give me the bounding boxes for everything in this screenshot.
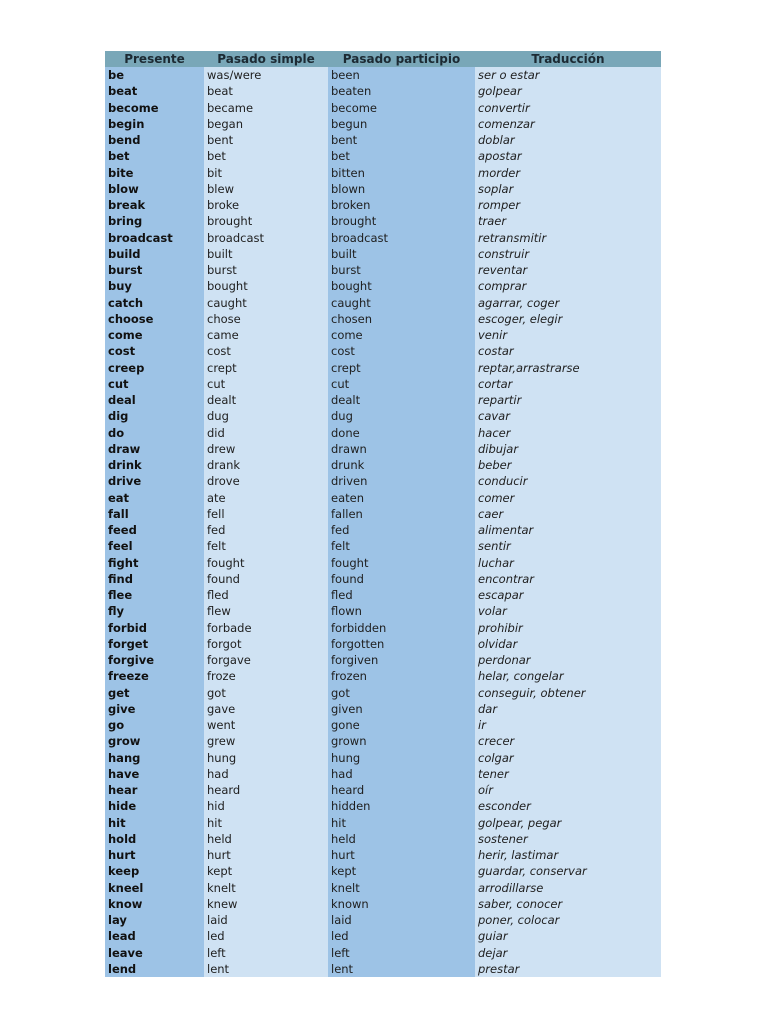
cell-presente: forgive: [105, 652, 204, 668]
table-row: [105, 506, 661, 522]
cell-traduccion: comprar: [475, 278, 661, 294]
cell-presente: keep: [105, 863, 204, 879]
cell-presente: hang: [105, 750, 204, 766]
table-row: [105, 555, 661, 571]
table-row: [105, 473, 661, 489]
table-row: [105, 425, 661, 441]
cell-traduccion: perdonar: [475, 652, 661, 668]
cell-pasado-simple: bit: [204, 165, 328, 181]
cell-pasado-simple: built: [204, 246, 328, 262]
cell-presente: freeze: [105, 668, 204, 684]
cell-traduccion: alimentar: [475, 522, 661, 538]
cell-presente: hide: [105, 798, 204, 814]
cell-traduccion: cavar: [475, 408, 661, 424]
cell-pasado-participio: caught: [328, 295, 475, 311]
cell-traduccion: poner, colocar: [475, 912, 661, 928]
table-row: [105, 945, 661, 961]
cell-pasado-participio: drawn: [328, 441, 475, 457]
table-row: [105, 311, 661, 327]
cell-pasado-participio: chosen: [328, 311, 475, 327]
cell-traduccion: retransmitir: [475, 230, 661, 246]
cell-presente: break: [105, 197, 204, 213]
cell-pasado-simple: became: [204, 100, 328, 116]
cell-pasado-simple: blew: [204, 181, 328, 197]
table-row: [105, 165, 661, 181]
cell-traduccion: guardar, conservar: [475, 863, 661, 879]
table-row: [105, 798, 661, 814]
table-row: [105, 896, 661, 912]
cell-presente: leave: [105, 945, 204, 961]
cell-traduccion: crecer: [475, 733, 661, 749]
cell-pasado-participio: done: [328, 425, 475, 441]
table-row: [105, 343, 661, 359]
cell-traduccion: costar: [475, 343, 661, 359]
cell-presente: broadcast: [105, 230, 204, 246]
cell-presente: kneel: [105, 880, 204, 896]
table-row: [105, 571, 661, 587]
cell-pasado-participio: forbidden: [328, 620, 475, 636]
cell-pasado-simple: drew: [204, 441, 328, 457]
table-row: [105, 278, 661, 294]
cell-traduccion: escoger, elegir: [475, 311, 661, 327]
cell-pasado-participio: fought: [328, 555, 475, 571]
cell-presente: build: [105, 246, 204, 262]
cell-pasado-simple: crept: [204, 360, 328, 376]
cell-pasado-simple: fled: [204, 587, 328, 603]
cell-pasado-participio: eaten: [328, 490, 475, 506]
cell-pasado-simple: found: [204, 571, 328, 587]
cell-presente: blow: [105, 181, 204, 197]
cell-traduccion: escapar: [475, 587, 661, 603]
cell-presente: hit: [105, 815, 204, 831]
cell-presente: bet: [105, 148, 204, 164]
table-row: [105, 750, 661, 766]
cell-pasado-simple: hid: [204, 798, 328, 814]
cell-pasado-participio: burst: [328, 262, 475, 278]
cell-pasado-simple: bent: [204, 132, 328, 148]
header-pasado-simple: Pasado simple: [204, 51, 328, 67]
cell-traduccion: guiar: [475, 928, 661, 944]
cell-pasado-simple: had: [204, 766, 328, 782]
cell-pasado-participio: forgotten: [328, 636, 475, 652]
cell-pasado-simple: dug: [204, 408, 328, 424]
cell-presente: feed: [105, 522, 204, 538]
cell-traduccion: ir: [475, 717, 661, 733]
table-row: [105, 538, 661, 554]
table-row: [105, 912, 661, 928]
table-row: [105, 782, 661, 798]
cell-pasado-simple: ate: [204, 490, 328, 506]
cell-traduccion: golpear, pegar: [475, 815, 661, 831]
cell-presente: begin: [105, 116, 204, 132]
cell-pasado-simple: fought: [204, 555, 328, 571]
cell-traduccion: hacer: [475, 425, 661, 441]
cell-pasado-participio: grown: [328, 733, 475, 749]
table-row: [105, 863, 661, 879]
cell-traduccion: dibujar: [475, 441, 661, 457]
cell-traduccion: repartir: [475, 392, 661, 408]
cell-presente: go: [105, 717, 204, 733]
cell-traduccion: apostar: [475, 148, 661, 164]
cell-traduccion: dejar: [475, 945, 661, 961]
table-row: [105, 132, 661, 148]
table-row: [105, 522, 661, 538]
cell-pasado-participio: led: [328, 928, 475, 944]
cell-pasado-simple: kept: [204, 863, 328, 879]
cell-pasado-participio: hidden: [328, 798, 475, 814]
cell-pasado-simple: cost: [204, 343, 328, 359]
header-presente: Presente: [105, 51, 204, 67]
cell-pasado-participio: heard: [328, 782, 475, 798]
cell-pasado-participio: broadcast: [328, 230, 475, 246]
cell-pasado-simple: froze: [204, 668, 328, 684]
cell-pasado-participio: dealt: [328, 392, 475, 408]
cell-presente: bend: [105, 132, 204, 148]
cell-pasado-simple: caught: [204, 295, 328, 311]
cell-pasado-participio: left: [328, 945, 475, 961]
cell-presente: come: [105, 327, 204, 343]
cell-pasado-simple: forgot: [204, 636, 328, 652]
cell-pasado-simple: broke: [204, 197, 328, 213]
cell-presente: creep: [105, 360, 204, 376]
cell-presente: drive: [105, 473, 204, 489]
cell-traduccion: colgar: [475, 750, 661, 766]
table-row: [105, 83, 661, 99]
cell-traduccion: saber, conocer: [475, 896, 661, 912]
cell-presente: be: [105, 67, 204, 83]
cell-pasado-participio: laid: [328, 912, 475, 928]
table-row: [105, 116, 661, 132]
table-row: [105, 636, 661, 652]
cell-pasado-simple: lent: [204, 961, 328, 977]
cell-pasado-participio: had: [328, 766, 475, 782]
cell-traduccion: morder: [475, 165, 661, 181]
table-row: [105, 392, 661, 408]
cell-traduccion: reptar,arrastrarse: [475, 360, 661, 376]
cell-traduccion: cortar: [475, 376, 661, 392]
table-row: [105, 327, 661, 343]
cell-traduccion: herir, lastimar: [475, 847, 661, 863]
table-row: [105, 961, 661, 977]
cell-pasado-simple: beat: [204, 83, 328, 99]
cell-pasado-simple: felt: [204, 538, 328, 554]
cell-presente: buy: [105, 278, 204, 294]
table-row: [105, 847, 661, 863]
header-traduccion: Traducción: [475, 51, 661, 67]
cell-traduccion: conducir: [475, 473, 661, 489]
cell-presente: choose: [105, 311, 204, 327]
cell-pasado-participio: hit: [328, 815, 475, 831]
cell-presente: catch: [105, 295, 204, 311]
table-row: [105, 67, 661, 83]
cell-pasado-simple: drank: [204, 457, 328, 473]
cell-pasado-participio: crept: [328, 360, 475, 376]
cell-traduccion: construir: [475, 246, 661, 262]
cell-pasado-simple: began: [204, 116, 328, 132]
cell-pasado-simple: dealt: [204, 392, 328, 408]
cell-pasado-participio: fed: [328, 522, 475, 538]
table-row: [105, 441, 661, 457]
cell-pasado-participio: cut: [328, 376, 475, 392]
cell-pasado-simple: grew: [204, 733, 328, 749]
cell-pasado-simple: drove: [204, 473, 328, 489]
cell-presente: grow: [105, 733, 204, 749]
cell-pasado-participio: gone: [328, 717, 475, 733]
cell-presente: fight: [105, 555, 204, 571]
cell-presente: hurt: [105, 847, 204, 863]
cell-pasado-simple: fell: [204, 506, 328, 522]
cell-presente: do: [105, 425, 204, 441]
cell-pasado-simple: bought: [204, 278, 328, 294]
cell-pasado-participio: bent: [328, 132, 475, 148]
cell-pasado-participio: dug: [328, 408, 475, 424]
cell-presente: fall: [105, 506, 204, 522]
cell-pasado-simple: laid: [204, 912, 328, 928]
irregular-verbs-table: [105, 51, 661, 977]
table-row: [105, 197, 661, 213]
cell-traduccion: romper: [475, 197, 661, 213]
table-row: [105, 733, 661, 749]
table-row: [105, 360, 661, 376]
cell-pasado-participio: bet: [328, 148, 475, 164]
cell-traduccion: convertir: [475, 100, 661, 116]
table-row: [105, 717, 661, 733]
cell-pasado-participio: blown: [328, 181, 475, 197]
cell-pasado-simple: was/were: [204, 67, 328, 83]
cell-pasado-participio: fled: [328, 587, 475, 603]
cell-presente: have: [105, 766, 204, 782]
cell-presente: draw: [105, 441, 204, 457]
cell-traduccion: golpear: [475, 83, 661, 99]
cell-presente: give: [105, 701, 204, 717]
cell-traduccion: conseguir, obtener: [475, 685, 661, 701]
cell-presente: lead: [105, 928, 204, 944]
cell-presente: become: [105, 100, 204, 116]
cell-pasado-simple: came: [204, 327, 328, 343]
cell-traduccion: ser o estar: [475, 67, 661, 83]
table-row: [105, 620, 661, 636]
cell-pasado-participio: become: [328, 100, 475, 116]
cell-pasado-participio: broken: [328, 197, 475, 213]
cell-traduccion: encontrar: [475, 571, 661, 587]
cell-pasado-participio: fallen: [328, 506, 475, 522]
cell-traduccion: caer: [475, 506, 661, 522]
cell-pasado-participio: hurt: [328, 847, 475, 863]
cell-traduccion: esconder: [475, 798, 661, 814]
cell-traduccion: helar, congelar: [475, 668, 661, 684]
table-row: [105, 376, 661, 392]
cell-pasado-simple: gave: [204, 701, 328, 717]
cell-presente: beat: [105, 83, 204, 99]
cell-presente: drink: [105, 457, 204, 473]
cell-traduccion: oír: [475, 782, 661, 798]
table-row: [105, 766, 661, 782]
cell-presente: flee: [105, 587, 204, 603]
cell-pasado-simple: did: [204, 425, 328, 441]
cell-pasado-simple: knelt: [204, 880, 328, 896]
cell-traduccion: comenzar: [475, 116, 661, 132]
table-row: [105, 295, 661, 311]
table-row: [105, 928, 661, 944]
cell-pasado-simple: burst: [204, 262, 328, 278]
cell-pasado-simple: knew: [204, 896, 328, 912]
table-row: [105, 181, 661, 197]
cell-pasado-participio: bitten: [328, 165, 475, 181]
table-body: [105, 67, 661, 977]
cell-presente: burst: [105, 262, 204, 278]
cell-pasado-simple: hit: [204, 815, 328, 831]
cell-pasado-simple: flew: [204, 603, 328, 619]
cell-presente: lend: [105, 961, 204, 977]
cell-presente: find: [105, 571, 204, 587]
cell-pasado-participio: built: [328, 246, 475, 262]
cell-pasado-simple: led: [204, 928, 328, 944]
cell-pasado-participio: frozen: [328, 668, 475, 684]
cell-pasado-simple: chose: [204, 311, 328, 327]
cell-presente: fly: [105, 603, 204, 619]
cell-pasado-simple: broadcast: [204, 230, 328, 246]
table-row: [105, 815, 661, 831]
cell-pasado-participio: given: [328, 701, 475, 717]
cell-pasado-participio: knelt: [328, 880, 475, 896]
cell-presente: bring: [105, 213, 204, 229]
cell-pasado-simple: forgave: [204, 652, 328, 668]
table-row: [105, 701, 661, 717]
cell-traduccion: dar: [475, 701, 661, 717]
cell-pasado-simple: hurt: [204, 847, 328, 863]
cell-pasado-participio: found: [328, 571, 475, 587]
cell-traduccion: prohibir: [475, 620, 661, 636]
cell-pasado-participio: bought: [328, 278, 475, 294]
cell-presente: forbid: [105, 620, 204, 636]
cell-pasado-participio: known: [328, 896, 475, 912]
cell-pasado-participio: felt: [328, 538, 475, 554]
cell-pasado-participio: brought: [328, 213, 475, 229]
cell-presente: bite: [105, 165, 204, 181]
header-pasado-participio: Pasado participio: [328, 51, 475, 67]
cell-pasado-simple: heard: [204, 782, 328, 798]
cell-traduccion: doblar: [475, 132, 661, 148]
cell-presente: feel: [105, 538, 204, 554]
cell-traduccion: agarrar, coger: [475, 295, 661, 311]
cell-traduccion: sostener: [475, 831, 661, 847]
cell-pasado-participio: forgiven: [328, 652, 475, 668]
cell-traduccion: venir: [475, 327, 661, 343]
cell-presente: deal: [105, 392, 204, 408]
table-header: [105, 51, 661, 67]
table-row: [105, 490, 661, 506]
cell-pasado-participio: cost: [328, 343, 475, 359]
cell-presente: cut: [105, 376, 204, 392]
cell-pasado-participio: lent: [328, 961, 475, 977]
cell-pasado-simple: held: [204, 831, 328, 847]
table-row: [105, 685, 661, 701]
cell-presente: forget: [105, 636, 204, 652]
cell-presente: get: [105, 685, 204, 701]
table-row: [105, 213, 661, 229]
cell-pasado-participio: hung: [328, 750, 475, 766]
cell-presente: know: [105, 896, 204, 912]
cell-pasado-participio: begun: [328, 116, 475, 132]
cell-presente: cost: [105, 343, 204, 359]
cell-pasado-simple: fed: [204, 522, 328, 538]
table-row: [105, 262, 661, 278]
table-row: [105, 880, 661, 896]
cell-pasado-participio: been: [328, 67, 475, 83]
cell-traduccion: luchar: [475, 555, 661, 571]
cell-traduccion: prestar: [475, 961, 661, 977]
table-row: [105, 603, 661, 619]
cell-traduccion: soplar: [475, 181, 661, 197]
table-row: [105, 230, 661, 246]
cell-traduccion: olvidar: [475, 636, 661, 652]
header-row: [105, 51, 661, 67]
cell-traduccion: comer: [475, 490, 661, 506]
cell-pasado-participio: flown: [328, 603, 475, 619]
cell-pasado-simple: left: [204, 945, 328, 961]
cell-pasado-participio: got: [328, 685, 475, 701]
cell-pasado-participio: held: [328, 831, 475, 847]
cell-presente: hold: [105, 831, 204, 847]
table-row: [105, 457, 661, 473]
cell-pasado-participio: driven: [328, 473, 475, 489]
cell-pasado-simple: got: [204, 685, 328, 701]
cell-pasado-participio: kept: [328, 863, 475, 879]
cell-presente: hear: [105, 782, 204, 798]
cell-traduccion: arrodillarse: [475, 880, 661, 896]
cell-pasado-participio: come: [328, 327, 475, 343]
cell-traduccion: beber: [475, 457, 661, 473]
cell-presente: eat: [105, 490, 204, 506]
cell-traduccion: volar: [475, 603, 661, 619]
table-row: [105, 587, 661, 603]
cell-traduccion: reventar: [475, 262, 661, 278]
cell-pasado-participio: drunk: [328, 457, 475, 473]
cell-pasado-simple: hung: [204, 750, 328, 766]
table-row: [105, 668, 661, 684]
table-row: [105, 246, 661, 262]
cell-traduccion: sentir: [475, 538, 661, 554]
cell-traduccion: tener: [475, 766, 661, 782]
cell-presente: lay: [105, 912, 204, 928]
table-row: [105, 148, 661, 164]
cell-pasado-simple: cut: [204, 376, 328, 392]
cell-traduccion: traer: [475, 213, 661, 229]
table-row: [105, 652, 661, 668]
table-row: [105, 408, 661, 424]
cell-pasado-simple: went: [204, 717, 328, 733]
table-row: [105, 831, 661, 847]
cell-pasado-participio: beaten: [328, 83, 475, 99]
cell-pasado-simple: forbade: [204, 620, 328, 636]
table-row: [105, 100, 661, 116]
cell-presente: dig: [105, 408, 204, 424]
cell-pasado-simple: bet: [204, 148, 328, 164]
cell-pasado-simple: brought: [204, 213, 328, 229]
